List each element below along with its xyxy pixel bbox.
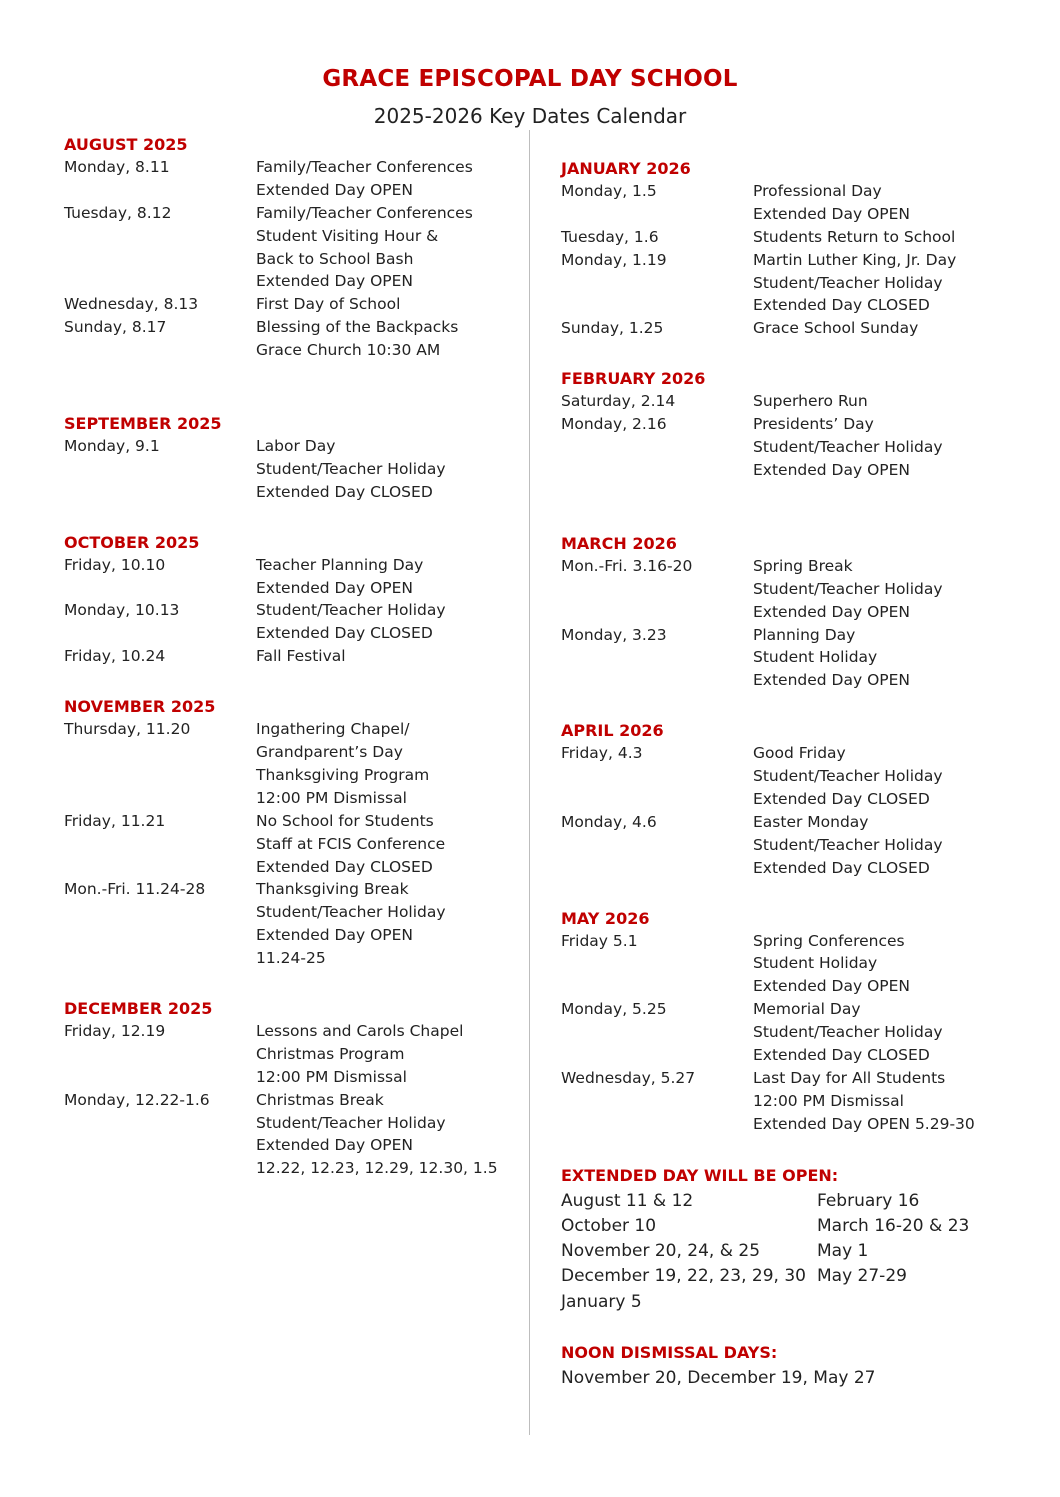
entry-date: Monday, 1.5 bbox=[561, 182, 657, 200]
entry-date: Friday, 4.3 bbox=[561, 744, 643, 763]
column-divider bbox=[529, 130, 530, 1435]
entry-events bbox=[753, 180, 1031, 226]
event-line: Blessing of the Backpacks bbox=[256, 318, 459, 337]
event-line: 12:00 PM Dismissal bbox=[256, 788, 407, 807]
event-line: Extended Day CLOSED bbox=[256, 624, 433, 643]
entry-date: Wednesday, 8.13 bbox=[64, 295, 199, 314]
month-block bbox=[561, 907, 1031, 1136]
event-line: Professional Day bbox=[753, 182, 882, 200]
event-line: Extended Day OPEN bbox=[753, 204, 911, 223]
entry-events bbox=[753, 742, 1031, 811]
event-line: Student/Teacher Holiday bbox=[753, 835, 943, 854]
entry-date: Sunday, 1.25 bbox=[561, 319, 664, 338]
entry-events bbox=[753, 390, 1031, 413]
calendar-entry bbox=[64, 435, 514, 504]
calendar-entry bbox=[561, 555, 1031, 624]
month-block bbox=[561, 532, 1031, 692]
entry-date: Thursday, 11.20 bbox=[64, 720, 191, 739]
calendar-entry bbox=[561, 249, 1031, 318]
event-line: 12:00 PM Dismissal bbox=[753, 1091, 904, 1110]
extended-day-item: March 16-20 & 23 bbox=[817, 1215, 970, 1236]
entry-date: Friday 5.1 bbox=[561, 931, 638, 950]
month-block bbox=[64, 997, 514, 1180]
noon-dismissal-text: November 20, December 19, May 27 bbox=[561, 1368, 876, 1389]
month-heading: SEPTEMBER 2025 bbox=[64, 414, 222, 434]
entry-date: Wednesday, 5.27 bbox=[561, 1068, 696, 1087]
month-block bbox=[64, 531, 514, 668]
extended-day-heading: EXTENDED DAY WILL BE OPEN: bbox=[561, 1165, 839, 1185]
calendar-entry bbox=[561, 742, 1031, 811]
extended-day-item: October 10 bbox=[561, 1215, 657, 1236]
entry-date: Friday, 12.19 bbox=[64, 1021, 166, 1040]
event-line: First Day of School bbox=[256, 295, 401, 314]
event-line: Extended Day OPEN bbox=[753, 977, 911, 996]
event-line: Thanksgiving Break bbox=[256, 880, 409, 899]
event-line: Student/Teacher Holiday bbox=[753, 579, 943, 598]
left-column bbox=[64, 133, 514, 1180]
month-heading: NOVEMBER 2025 bbox=[64, 697, 216, 717]
entry-date: Monday, 2.16 bbox=[561, 415, 667, 434]
entry-date: Monday, 8.11 bbox=[64, 158, 170, 176]
entry-date: Tuesday, 8.12 bbox=[64, 203, 172, 222]
calendar-entry bbox=[64, 718, 514, 810]
event-line: Grace Church 10:30 AM bbox=[256, 341, 441, 360]
event-line: Family/Teacher Conferences bbox=[256, 203, 473, 222]
event-line: Student/Teacher Holiday bbox=[753, 1023, 943, 1042]
month-heading: AUGUST 2025 bbox=[64, 135, 188, 154]
calendar-entry bbox=[64, 202, 514, 294]
event-line: Extended Day OPEN bbox=[256, 180, 414, 199]
event-line: Student/Teacher Holiday bbox=[256, 1113, 446, 1132]
calendar-entry bbox=[64, 599, 514, 645]
entry-events bbox=[256, 156, 514, 202]
entry-events bbox=[256, 316, 514, 362]
event-line: Good Friday bbox=[753, 744, 846, 763]
calendar-entry bbox=[561, 390, 1031, 413]
event-line: Student/Teacher Holiday bbox=[753, 273, 943, 292]
entry-events bbox=[753, 555, 1031, 624]
entry-date: Sunday, 8.17 bbox=[64, 318, 167, 337]
event-line: Presidents’ Day bbox=[753, 415, 874, 434]
entry-date: Monday, 9.1 bbox=[64, 437, 160, 456]
entry-events bbox=[753, 811, 1031, 880]
month-block bbox=[64, 695, 514, 970]
event-line: Spring Break bbox=[753, 556, 853, 575]
calendar-entry bbox=[64, 293, 514, 316]
entry-events bbox=[753, 1067, 1031, 1136]
event-line: Extended Day OPEN 5.29-30 bbox=[753, 1114, 975, 1133]
event-line: Extended Day CLOSED bbox=[753, 858, 930, 877]
month-heading: DECEMBER 2025 bbox=[64, 998, 213, 1018]
entry-events bbox=[256, 599, 514, 645]
event-line: Martin Luther King, Jr. Day bbox=[753, 250, 957, 269]
entry-date: Monday, 5.25 bbox=[561, 1000, 667, 1019]
entry-events bbox=[256, 878, 514, 970]
event-line: No School for Students bbox=[256, 811, 434, 830]
event-line: 12:00 PM Dismissal bbox=[256, 1067, 407, 1086]
entry-date: Friday, 10.10 bbox=[64, 555, 166, 574]
month-heading: OCTOBER 2025 bbox=[64, 532, 200, 552]
calendar-entry bbox=[64, 156, 514, 202]
event-line: Extended Day CLOSED bbox=[753, 1045, 930, 1064]
calendar-entry bbox=[64, 1089, 514, 1181]
event-line: Extended Day CLOSED bbox=[753, 789, 930, 808]
event-line: Student Holiday bbox=[753, 648, 878, 667]
calendar-entry bbox=[561, 180, 1031, 226]
event-line: Grace School Sunday bbox=[753, 319, 919, 338]
calendar-entry bbox=[64, 1020, 514, 1089]
event-line: Labor Day bbox=[256, 437, 336, 456]
calendar-entry bbox=[561, 1067, 1031, 1136]
calendar-entry bbox=[64, 316, 514, 362]
calendar-entry bbox=[561, 226, 1031, 249]
entry-date: Monday, 12.22-1.6 bbox=[64, 1090, 210, 1109]
event-line: Extended Day OPEN bbox=[256, 926, 414, 945]
event-line: Memorial Day bbox=[753, 1000, 861, 1019]
calendar-entry bbox=[561, 811, 1031, 880]
event-line: Extended Day OPEN bbox=[753, 460, 911, 479]
entry-date: Monday, 4.6 bbox=[561, 812, 657, 831]
entry-date: Monday, 3.23 bbox=[561, 625, 667, 644]
calendar-entry bbox=[561, 930, 1031, 999]
entry-events bbox=[753, 249, 1031, 318]
entry-events bbox=[256, 1020, 514, 1089]
event-line: Fall Festival bbox=[256, 647, 346, 666]
event-line: Extended Day OPEN bbox=[256, 1136, 414, 1155]
event-line: Extended Day CLOSED bbox=[753, 296, 930, 315]
event-line: Extended Day OPEN bbox=[256, 578, 414, 597]
entry-events bbox=[753, 624, 1031, 693]
event-line: Christmas Program bbox=[256, 1044, 405, 1063]
event-line: 12.22, 12.23, 12.29, 12.30, 1.5 bbox=[256, 1159, 498, 1178]
month-block bbox=[64, 133, 514, 362]
event-line: Thanksgiving Program bbox=[256, 765, 430, 784]
month-heading: APRIL 2026 bbox=[561, 721, 664, 741]
extended-day-item: August 11 & 12 bbox=[561, 1190, 694, 1211]
extended-day-item bbox=[817, 1290, 1031, 1315]
entry-date: Mon.-Fri. 11.24-28 bbox=[64, 880, 206, 899]
event-line: Student/Teacher Holiday bbox=[256, 459, 446, 478]
entry-events bbox=[256, 718, 514, 810]
event-line: Staff at FCIS Conference bbox=[256, 834, 446, 853]
entry-date: Tuesday, 1.6 bbox=[561, 227, 659, 246]
calendar-entry bbox=[561, 624, 1031, 693]
extended-day-item: February 16 bbox=[817, 1190, 920, 1211]
right-month-list bbox=[561, 157, 1031, 1136]
calendar-entry bbox=[64, 554, 514, 600]
event-line: Christmas Break bbox=[256, 1090, 384, 1109]
month-heading: FEBRUARY 2026 bbox=[561, 369, 706, 389]
event-line: Planning Day bbox=[753, 625, 856, 644]
month-heading: JANUARY 2026 bbox=[561, 159, 691, 178]
event-line: Lessons and Carols Chapel bbox=[256, 1021, 464, 1040]
extended-day-item: May 27-29 bbox=[817, 1266, 907, 1287]
event-line: Easter Monday bbox=[753, 812, 869, 831]
entry-date: Monday, 1.19 bbox=[561, 250, 667, 269]
right-column bbox=[561, 157, 1031, 1391]
entry-date: Friday, 10.24 bbox=[64, 647, 166, 666]
month-block bbox=[561, 367, 1031, 482]
extended-day-item: January 5 bbox=[561, 1291, 642, 1312]
entry-date: Saturday, 2.14 bbox=[561, 392, 676, 411]
entry-events bbox=[753, 413, 1031, 482]
event-line: Grandparent’s Day bbox=[256, 743, 403, 762]
event-line: Superhero Run bbox=[753, 392, 868, 411]
entry-date: Mon.-Fri. 3.16-20 bbox=[561, 556, 693, 575]
event-line: Students Return to School bbox=[753, 227, 956, 246]
entry-events bbox=[256, 293, 514, 316]
event-line: 11.24-25 bbox=[256, 949, 326, 968]
event-line: Extended Day CLOSED bbox=[256, 857, 433, 876]
entry-date: Monday, 10.13 bbox=[64, 601, 180, 620]
page-subtitle: 2025-2026 Key Dates Calendar bbox=[373, 104, 687, 128]
month-block bbox=[561, 719, 1031, 879]
entry-events bbox=[256, 810, 514, 879]
entry-events bbox=[256, 435, 514, 504]
event-line: Student/Teacher Holiday bbox=[256, 601, 446, 620]
month-block bbox=[64, 412, 514, 504]
event-line: Last Day for All Students bbox=[753, 1068, 946, 1087]
event-line: Family/Teacher Conferences bbox=[256, 158, 473, 176]
event-line: Back to School Bash bbox=[256, 249, 414, 268]
extended-day-list bbox=[561, 1189, 1031, 1315]
entry-events bbox=[753, 998, 1031, 1067]
event-line: Extended Day CLOSED bbox=[256, 482, 433, 501]
entry-events bbox=[256, 1089, 514, 1181]
calendar-entry bbox=[561, 998, 1031, 1067]
noon-dismissal-heading: NOON DISMISSAL DAYS: bbox=[561, 1343, 778, 1363]
event-line: Extended Day OPEN bbox=[256, 272, 414, 291]
entry-events bbox=[753, 226, 1031, 249]
entry-events bbox=[753, 317, 1031, 340]
event-line: Student Visiting Hour & bbox=[256, 226, 439, 245]
event-line: Student/Teacher Holiday bbox=[753, 438, 943, 457]
page-title: GRACE EPISCOPAL DAY SCHOOL bbox=[322, 66, 738, 92]
event-line: Spring Conferences bbox=[753, 931, 905, 950]
extended-day-item: December 19, 22, 23, 29, 30 bbox=[561, 1266, 806, 1287]
entry-date: Friday, 11.21 bbox=[64, 811, 166, 830]
event-line: Student/Teacher Holiday bbox=[256, 903, 446, 922]
month-heading: MARCH 2026 bbox=[561, 533, 677, 553]
entry-events bbox=[256, 645, 514, 668]
event-line: Student Holiday bbox=[753, 954, 878, 973]
calendar-entry bbox=[64, 645, 514, 668]
event-line: Extended Day OPEN bbox=[753, 671, 911, 690]
calendar-entry bbox=[561, 413, 1031, 482]
calendar-entry bbox=[561, 317, 1031, 340]
month-heading: MAY 2026 bbox=[561, 908, 650, 928]
event-line: Extended Day OPEN bbox=[753, 602, 911, 621]
event-line: Student/Teacher Holiday bbox=[753, 767, 943, 786]
extended-day-item: May 1 bbox=[817, 1241, 869, 1262]
extended-day-item: November 20, 24, & 25 bbox=[561, 1241, 761, 1262]
month-block bbox=[561, 157, 1031, 340]
event-line: Ingathering Chapel/ bbox=[256, 720, 410, 739]
calendar-entry bbox=[64, 878, 514, 970]
entry-events bbox=[256, 202, 514, 294]
entry-events bbox=[753, 930, 1031, 999]
calendar-entry bbox=[64, 810, 514, 879]
event-line: Teacher Planning Day bbox=[256, 555, 424, 574]
entry-events bbox=[256, 554, 514, 600]
